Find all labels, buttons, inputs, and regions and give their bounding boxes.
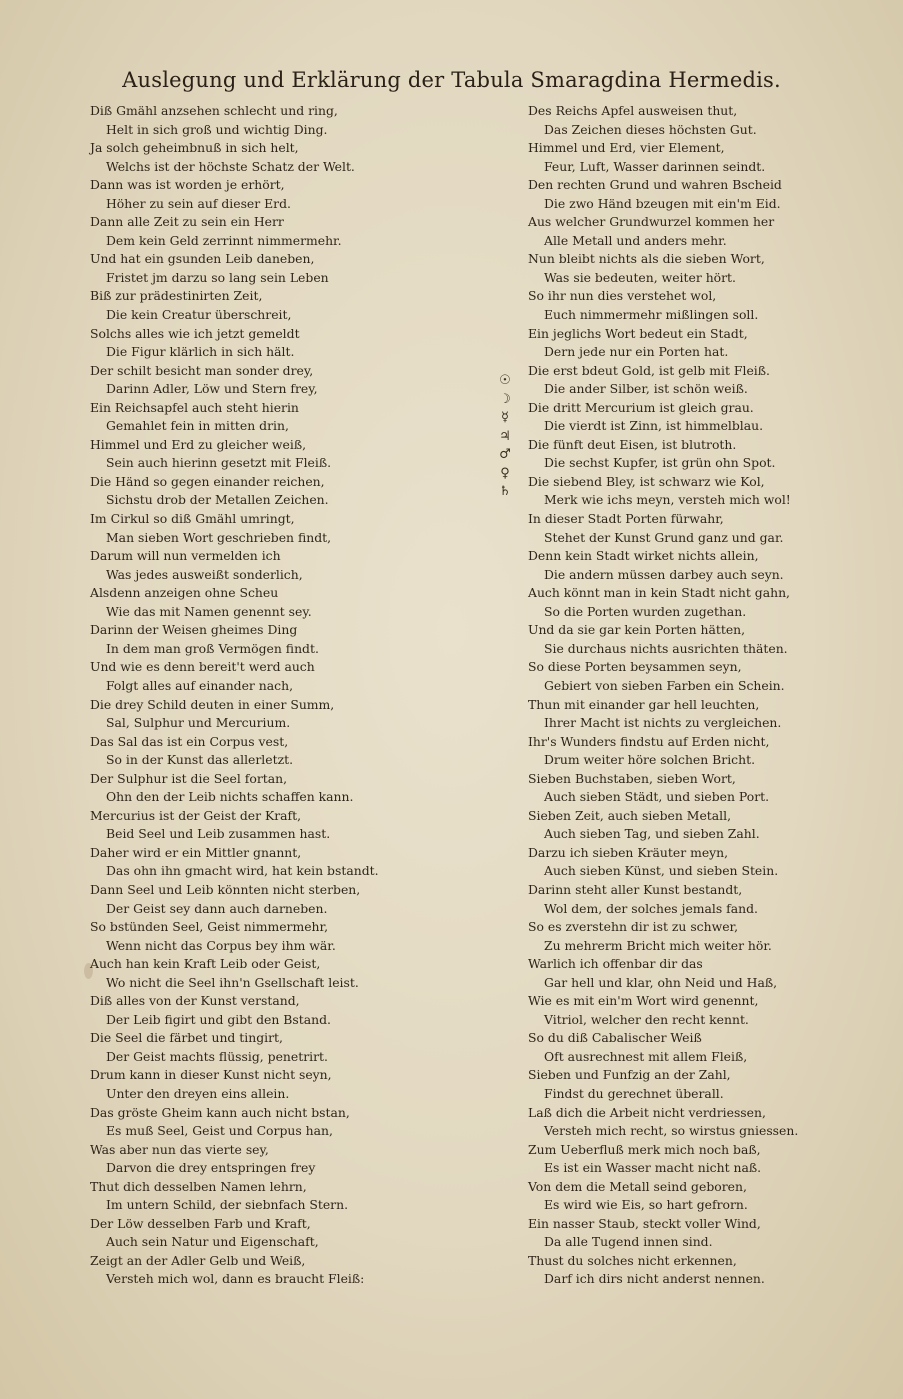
right-verse-line: Des Reichs Apfel ausweisen thut, [528,103,738,118]
right-verse-line: Findst du gerechnet überall. [544,1085,724,1101]
right-verse-line: Von dem die Metall seind geboren, [528,1178,747,1194]
right-verse-line: Warlich ich offenbar dir das [528,956,703,972]
right-verse-line: Wol dem, der solches jemals fand. [544,900,758,916]
left-verse-line: Solchs alles wie ich jetzt gemeldt [90,325,300,341]
left-verse-line: Himmel und Erd zu gleicher weiß, [90,436,307,452]
left-verse-line: Darvon die drey entspringen frey [106,1160,316,1176]
planet-symbol-icon: ♃ [499,428,511,444]
left-verse-line: Dem kein Geld zerrinnt nimmermehr. [106,232,342,248]
right-verse-line: Die dritt Mercurium ist gleich grau. [528,399,754,415]
right-verse-line: So ihr nun dies verstehet wol, [528,288,717,304]
left-verse-line: Helt in sich groß und wichtig Ding. [106,121,328,137]
right-verse-line: So diese Porten beysammen seyn, [528,659,742,675]
right-verse-line: So es zverstehn dir ist zu schwer, [528,919,739,935]
right-verse-line: Aus welcher Grundwurzel kommen her [528,214,775,230]
right-verse-line: Drum weiter höre solchen Bricht. [544,752,756,768]
planet-symbol-icon: ☽ [499,391,511,407]
left-verse-line: Sein auch hierinn gesetzt mit Fleiß. [106,455,332,471]
left-verse-line: Auch sein Natur und Eigenschaft, [106,1234,319,1250]
left-verse-line: Im untern Schild, der siebnfach Stern. [106,1197,349,1213]
right-verse-line: Was sie bedeuten, weiter hört. [544,269,736,285]
right-verse-column [528,102,828,1289]
right-verse-line: So die Porten wurden zugethan. [544,603,747,619]
right-verse-line: Darzu ich sieben Kräuter meyn, [528,844,729,860]
left-verse-line: Alsdenn anzeigen ohne Scheu [90,585,279,601]
left-verse-line: Mercurius ist der Geist der Kraft, [90,807,302,823]
left-verse-line: Dann alle Zeit zu sein ein Herr [90,214,284,230]
left-verse-column [90,102,420,1289]
right-verse-line: Die siebend Bley, ist schwarz wie Kol, [528,473,765,489]
right-verse-line: Thun mit einander gar hell leuchten, [528,696,760,712]
left-verse-line: Im Cirkul so diß Gmähl umringt, [90,511,295,527]
right-verse-line: Die sechst Kupfer, ist grün ohn Spot. [544,455,776,471]
right-verse-line: Auch könnt man in kein Stadt nicht gahn, [528,585,790,601]
planet-symbol-icon: ☿ [501,410,509,426]
left-verse-line: Das gröste Gheim kann auch nicht bstan, [90,1104,350,1120]
right-verse-line: Feur, Luft, Wasser darinnen seindt. [544,158,766,174]
left-verse-line: Fristet jm darzu so lang sein Leben [106,269,329,285]
left-verse-line: Ja solch geheimbnuß in sich helt, [90,140,299,156]
right-verse-line: Das Zeichen dieses höchsten Gut. [544,121,757,137]
right-verse-line: Auch sieben Künst, und sieben Stein. [544,863,779,879]
right-verse-line: Ihr's Wunders findstu auf Erden nicht, [528,733,770,749]
left-verse-line: Wo nicht die Seel ihn'n Gsellschaft leist. [106,974,359,990]
left-verse-line: Daher wird er ein Mittler gnannt, [90,844,302,860]
left-verse-line: Wenn nicht das Corpus bey ihm wär. [106,937,336,953]
right-verse-line: Denn kein Stadt wirket nichts allein, [528,548,759,564]
right-verse-line: Die erst bdeut Gold, ist gelb mit Fleiß. [528,362,770,378]
left-verse-line: Was jedes ausweißt sonderlich, [106,566,303,582]
right-verse-line: Dern jede nur ein Porten hat. [544,344,729,360]
left-verse-line: Sichstu drob der Metallen Zeichen. [106,492,329,508]
planet-symbol-icon: ♄ [499,484,511,500]
planet-symbol-icon: ♂ [499,447,511,463]
right-verse-line: In dieser Stadt Porten fürwahr, [528,511,724,527]
left-verse-line: Diß Gmähl anzsehen schlecht und ring, [90,103,338,118]
right-verse-line: Es ist ein Wasser macht nicht naß. [544,1160,762,1176]
right-verse-line: Die vierdt ist Zinn, ist himmelblau. [544,418,764,434]
right-verse-line: Zu mehrerm Bricht mich weiter hör. [544,937,772,953]
right-verse-line: Ein nasser Staub, steckt voller Wind, [528,1215,761,1231]
right-verse-line: Darinn steht aller Kunst bestandt, [528,881,743,897]
right-verse-line: Versteh mich recht, so wirstus gniessen. [544,1123,799,1139]
left-verse-line: Gemahlet fein in mitten drin, [106,418,289,434]
planet-symbol-icon: ♀ [500,465,510,481]
right-verse-line: Merk wie ichs meyn, versteh mich wol! [544,492,791,508]
left-verse-line: Thut dich desselben Namen lehrn, [90,1178,307,1194]
right-verse-line: Darf ich dirs nicht anderst nennen. [544,1271,765,1287]
left-verse-line: Welchs ist der höchste Schatz der Welt. [106,158,355,174]
left-verse-line: Dann Seel und Leib könnten nicht sterben, [90,881,361,897]
left-verse-line: Die Seel die färbet und tingirt, [90,1030,283,1046]
right-verse-line: Alle Metall und anders mehr. [544,232,727,248]
left-verse-line: Die kein Creatur überschreit, [106,307,292,323]
left-verse-line: Man sieben Wort geschrieben findt, [106,529,332,545]
left-verse-line: Diß alles von der Kunst verstand, [90,993,300,1009]
right-verse-line: Ihrer Macht ist nichts zu vergleichen. [544,715,782,731]
left-verse-line: Drum kann in dieser Kunst nicht seyn, [90,1067,332,1083]
page-title: Auslegung und Erklärung der Tabula Smaragdina Hermedis. [122,68,781,92]
right-verse-line: Sieben Buchstaben, sieben Wort, [528,770,736,786]
left-verse-line: Sal, Sulphur und Mercurium. [106,715,291,731]
left-verse-line: Beid Seel und Leib zusammen hast. [106,826,331,842]
left-verse-line: Die Figur klärlich in sich hält. [106,344,295,360]
right-verse-line: Die ander Silber, ist schön weiß. [544,381,748,397]
right-verse-line: Thust du solches nicht erkennen, [528,1252,737,1268]
right-verse-line: Ein jeglichs Wort bedeut ein Stadt, [528,325,748,341]
right-verse-line: Es wird wie Eis, so hart gefrorn. [544,1197,748,1213]
left-verse-line: Der Geist sey dann auch darneben. [106,900,328,916]
right-verse-line: Oft ausrechnest mit allem Fleiß, [544,1048,748,1064]
right-verse-line: Gebiert von sieben Farben ein Schein. [544,677,785,693]
right-verse-line: Zum Ueberfluß merk mich noch baß, [528,1141,761,1157]
right-verse-line: Stehet der Kunst Grund ganz und gar. [544,529,784,545]
planet-symbols-column [493,372,517,502]
right-verse-line: Vitriol, welcher den recht kennt. [544,1011,749,1027]
left-verse-line: Biß zur prädestinirten Zeit, [90,288,263,304]
right-verse-line: Sieben und Funfzig an der Zahl, [528,1067,731,1083]
left-verse-line: Ohn den der Leib nichts schaffen kann. [106,789,354,805]
right-verse-line: Wie es mit ein'm Wort wird genennt, [528,993,759,1009]
right-verse-line: Himmel und Erd, vier Element, [528,140,725,156]
left-verse-line: Unter den dreyen eins allein. [106,1085,290,1101]
left-verse-line: Das Sal das ist ein Corpus vest, [90,733,289,749]
right-verse-line: Die fünft deut Eisen, ist blutroth. [528,436,737,452]
right-verse-line: Gar hell und klar, ohn Neid und Haß, [544,974,778,990]
right-verse-line: Sie durchaus nichts ausrichten thäten. [544,640,788,656]
right-verse-line: Laß dich die Arbeit nicht verdriessen, [528,1104,766,1120]
right-verse-line: Da alle Tugend innen sind. [544,1234,713,1250]
right-verse-line: Und da sie gar kein Porten hätten, [528,622,746,638]
left-verse-line: Zeigt an der Adler Gelb und Weiß, [90,1252,306,1268]
left-verse-line: Darinn der Weisen gheimes Ding [90,622,298,638]
left-verse-line: Es muß Seel, Geist und Corpus han, [106,1123,333,1139]
left-verse-line: Folgt alles auf einander nach, [106,677,294,693]
right-verse-line: Die andern müssen darbey auch seyn. [544,566,784,582]
left-verse-line: Darinn Adler, Löw und Stern frey, [106,381,318,397]
left-verse-line: So bstünden Seel, Geist nimmermehr, [90,919,329,935]
left-verse-line: Die Händ so gegen einander reichen, [90,473,325,489]
left-verse-line: Der Geist machts flüssig, penetrirt. [106,1048,328,1064]
left-verse-line: In dem man groß Vermögen findt. [106,640,319,656]
left-verse-line: Die drey Schild deuten in einer Summ, [90,696,335,712]
left-verse-line: Der schilt besicht man sonder drey, [90,362,314,378]
left-verse-line: Was aber nun das vierte sey, [90,1141,269,1157]
left-verse-line: Versteh mich wol, dann es braucht Fleiß: [106,1271,365,1287]
right-verse-line: So du diß Cabalischer Weiß [528,1030,702,1046]
left-verse-line: Der Leib figirt und gibt den Bstand. [106,1011,331,1027]
left-verse-line: Ein Reichsapfel auch steht hierin [90,399,299,415]
right-verse-line: Nun bleibt nichts als die sieben Wort, [528,251,765,267]
left-verse-line: Wie das mit Namen genennt sey. [106,603,312,619]
left-verse-line: Und wie es denn bereit't werd auch [90,659,315,675]
left-verse-line: Der Sulphur ist die Seel fortan, [90,770,288,786]
right-verse-line: Auch sieben Tag, und sieben Zahl. [544,826,760,842]
left-verse-line: Auch han kein Kraft Leib oder Geist, [90,956,321,972]
left-verse-line: Höher zu sein auf dieser Erd. [106,195,291,211]
right-verse-line: Die zwo Händ bzeugen mit ein'm Eid. [544,195,781,211]
left-verse-line: Und hat ein gsunden Leib daneben, [90,251,315,267]
left-verse-line: Der Löw desselben Farb und Kraft, [90,1215,311,1231]
right-verse-line: Auch sieben Städt, und sieben Port. [544,789,770,805]
right-verse-line: Euch nimmermehr mißlingen soll. [544,307,759,323]
left-verse-line: Dann was ist worden je erhört, [90,177,285,193]
left-verse-line: So in der Kunst das allerletzt. [106,752,294,768]
right-verse-line: Den rechten Grund und wahren Bscheid [528,177,782,193]
left-verse-line: Das ohn ihn gmacht wird, hat kein bstandt. [106,863,379,879]
right-verse-line: Sieben Zeit, auch sieben Metall, [528,807,732,823]
left-verse-line: Darum will nun vermelden ich [90,548,281,564]
planet-symbol-icon: ☉ [499,373,511,388]
